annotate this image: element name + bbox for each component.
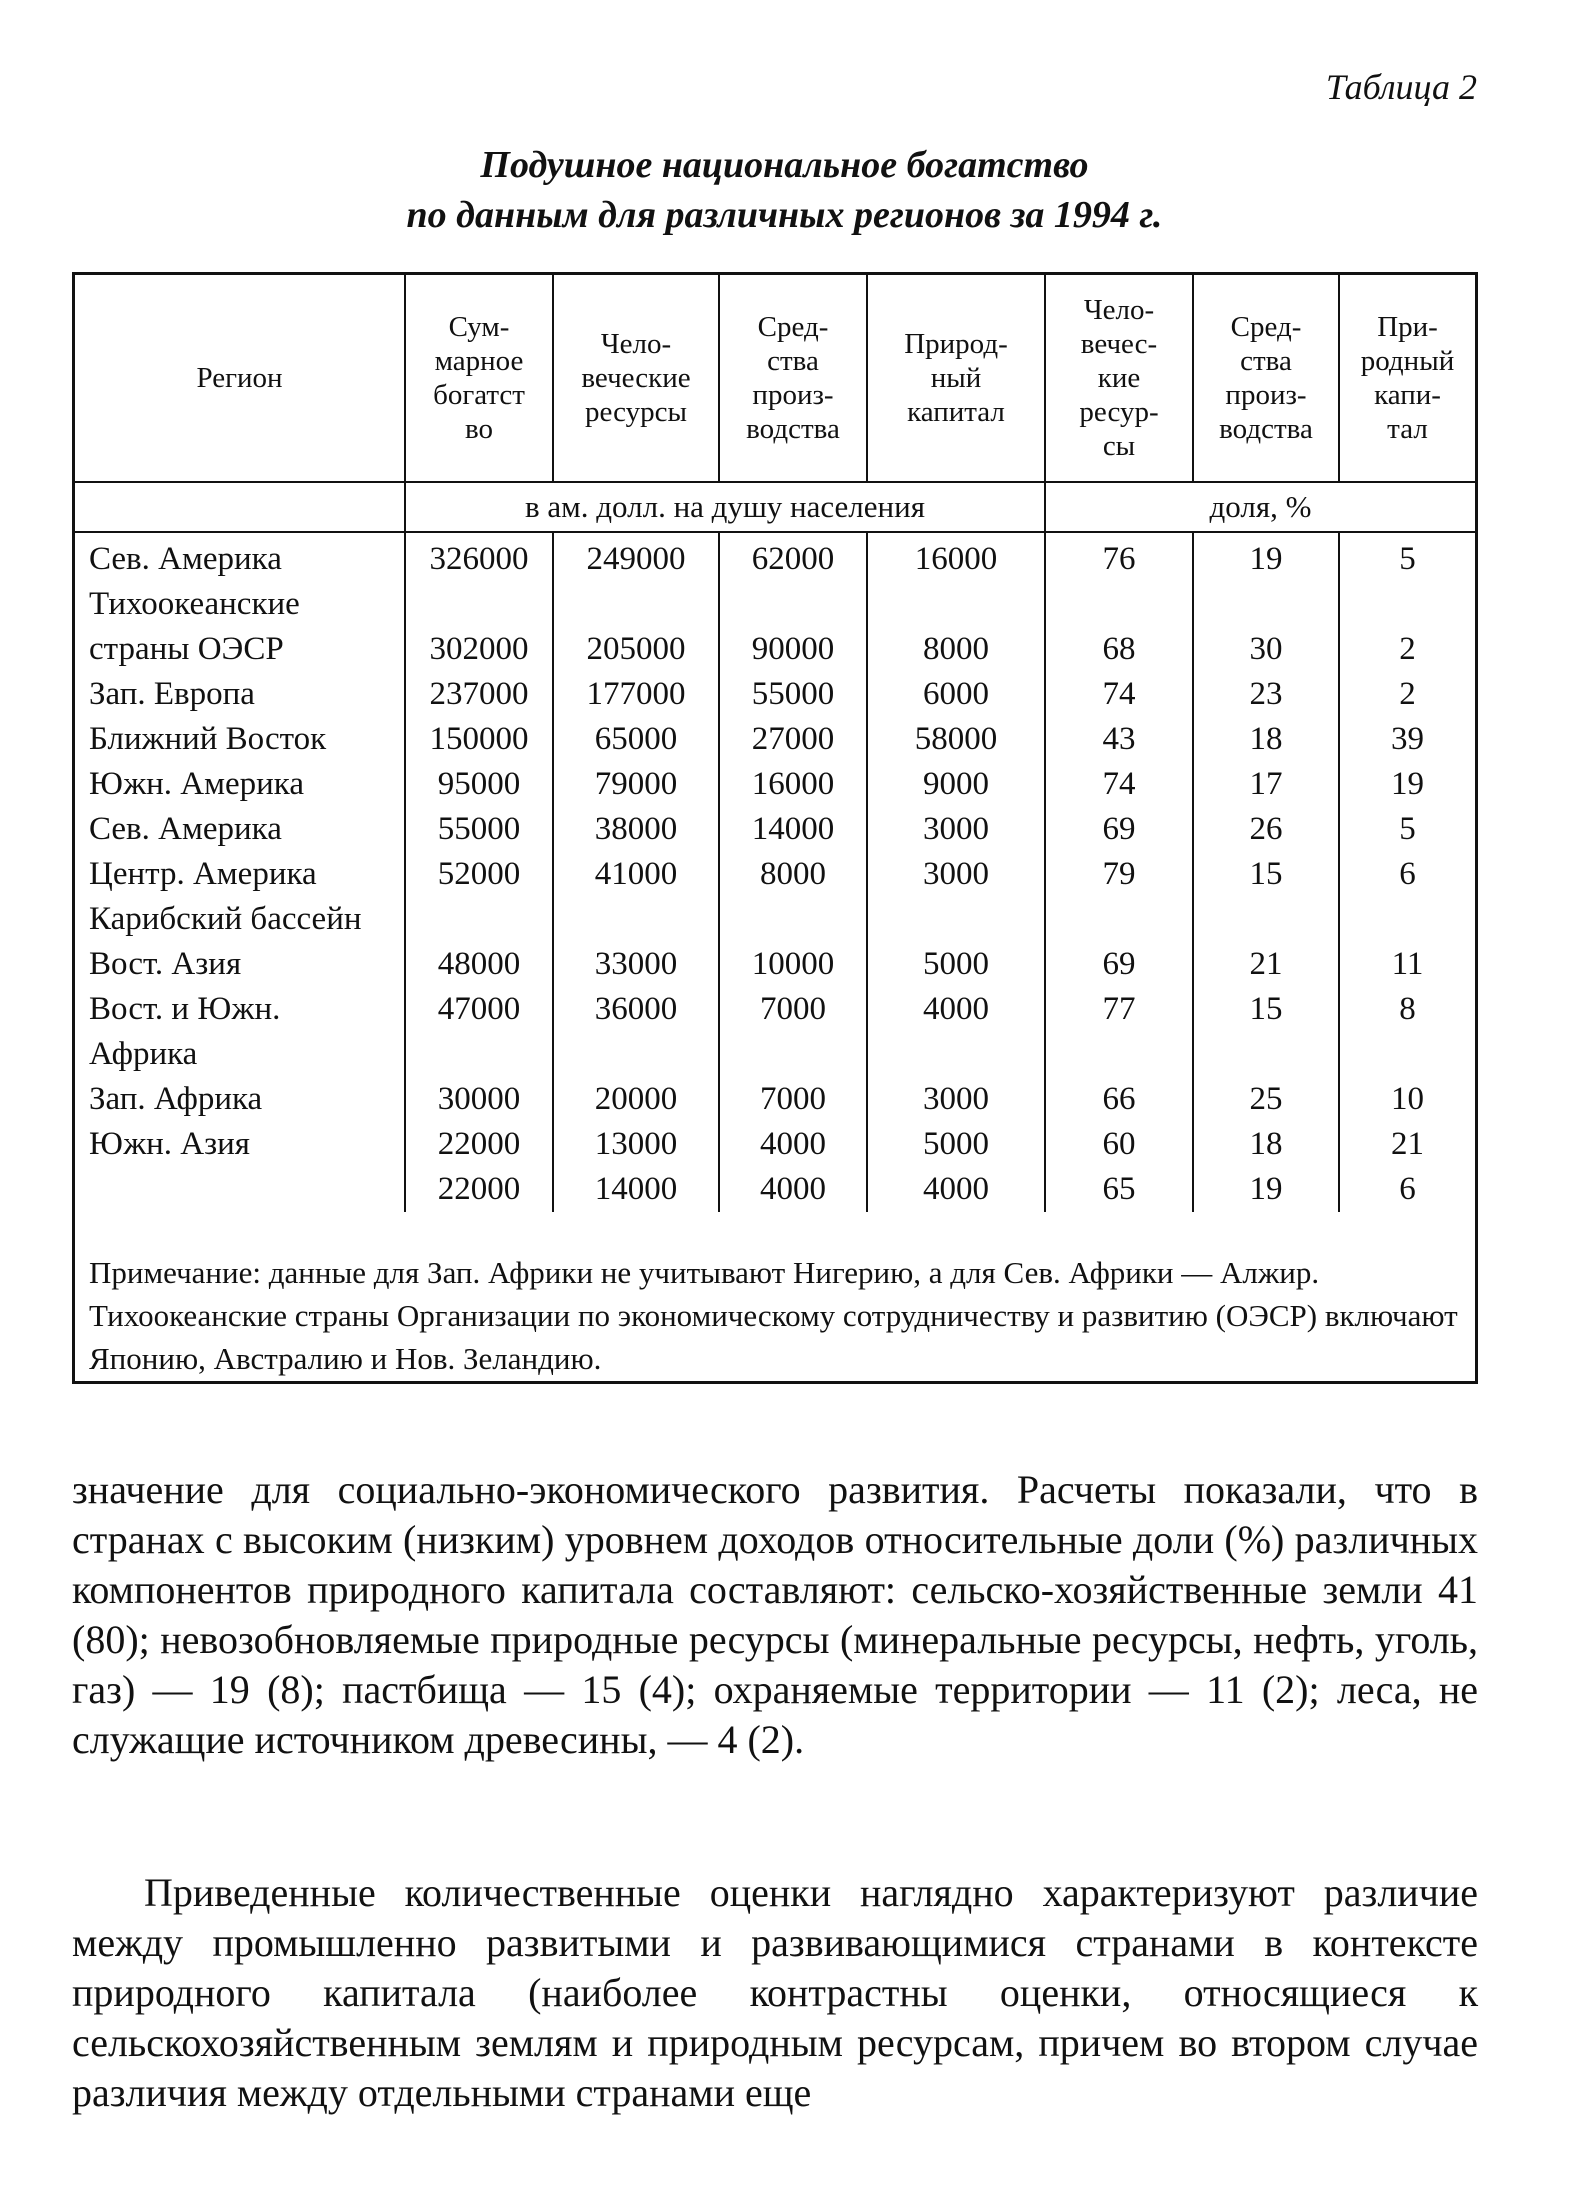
value-cell-produced-share: 30 — [1193, 627, 1339, 672]
value-cell-human: 20000 — [553, 1077, 719, 1122]
value-cell-produced — [719, 1032, 867, 1077]
value-cell-total: 326000 — [405, 532, 553, 582]
table-row — [75, 942, 1475, 987]
value-cell-total: 237000 — [405, 672, 553, 717]
value-cell-produced-share — [1193, 582, 1339, 627]
value-cell-human-share: 76 — [1045, 532, 1193, 582]
table-row — [75, 1077, 1475, 1122]
value-cell-produced-share: 26 — [1193, 807, 1339, 852]
value-cell-produced-share — [1193, 1032, 1339, 1077]
value-cell-human: 38000 — [553, 807, 719, 852]
value-cell-human — [553, 897, 719, 942]
body-paragraph-2: Приведенные количественные оценки наглядно характеризуют различие между промышленно развитыми и развивающимися странами в контексте природного капитала (наиболее контрастны оценки, относящиеся к сельскохозяйственным землям и природным ресурсам, причем во втором случае различия между отдельными странами еще — [72, 1870, 1478, 2115]
value-cell-natural: 3000 — [867, 852, 1045, 897]
value-cell-produced: 27000 — [719, 717, 867, 762]
value-cell-natural: 9000 — [867, 762, 1045, 807]
value-cell-total: 22000 — [405, 1122, 553, 1167]
region-cell: Ближний Восток — [89, 721, 327, 757]
header-region: Регион — [75, 275, 405, 482]
wealth-table-frame — [72, 272, 1478, 1384]
header-row — [75, 275, 1475, 482]
value-cell-produced-share: 17 — [1193, 762, 1339, 807]
table-note: Примечание: данные для Зап. Африки не учитывают Нигерию, а для Сев. Африки — Алжир. Тихоокеанские страны Организации по экономическому сотрудничеству и развитию (ОЭСР) включают Японию, Австралию и Нов. Зеландию. — [89, 1255, 1458, 1376]
value-cell-natural: 3000 — [867, 1077, 1045, 1122]
value-cell-produced: 7000 — [719, 987, 867, 1032]
value-cell-total — [405, 897, 553, 942]
value-cell-human-share — [1045, 1032, 1193, 1077]
value-cell-human-share: 74 — [1045, 672, 1193, 717]
value-cell-human — [553, 1032, 719, 1077]
table-body — [75, 532, 1475, 1212]
value-cell-natural-share — [1339, 1032, 1475, 1077]
value-cell-produced: 4000 — [719, 1122, 867, 1167]
units-empty-cell — [75, 482, 405, 532]
wealth-table — [75, 275, 1475, 1212]
table-row — [75, 987, 1475, 1032]
units-share: доля, % — [1045, 482, 1475, 532]
value-cell-natural: 58000 — [867, 717, 1045, 762]
table-row — [75, 1032, 1475, 1077]
value-cell-natural: 16000 — [867, 532, 1045, 582]
value-cell-natural: 4000 — [867, 987, 1045, 1032]
value-cell-produced-share: 15 — [1193, 987, 1339, 1032]
value-cell-human — [553, 582, 719, 627]
region-cell: Африка — [89, 1036, 198, 1072]
value-cell-natural-share: 10 — [1339, 1077, 1475, 1122]
value-cell-human-share: 60 — [1045, 1122, 1193, 1167]
value-cell-produced: 7000 — [719, 1077, 867, 1122]
value-cell-produced-share: 19 — [1193, 532, 1339, 582]
value-cell-natural-share: 6 — [1339, 852, 1475, 897]
region-cell: Сев. Америка — [89, 541, 282, 577]
value-cell-natural-share: 5 — [1339, 532, 1475, 582]
header-produced-assets-share: Сред- ства произ- водства — [1193, 275, 1339, 482]
value-cell-natural-share: 2 — [1339, 672, 1475, 717]
table-row — [75, 627, 1475, 672]
header-total-wealth: Сум- марное богатст во — [405, 275, 553, 482]
value-cell-human: 14000 — [553, 1167, 719, 1212]
table-row — [75, 897, 1475, 942]
region-cell: Зап. Европа — [89, 676, 255, 712]
value-cell-produced: 14000 — [719, 807, 867, 852]
header-natural-capital: Природ- ный капитал — [867, 275, 1045, 482]
value-cell-natural-share: 19 — [1339, 762, 1475, 807]
value-cell-human-share — [1045, 897, 1193, 942]
header-natural-capital-share: При- родный капи- тал — [1339, 275, 1475, 482]
value-cell-total: 47000 — [405, 987, 553, 1032]
value-cell-human: 177000 — [553, 672, 719, 717]
value-cell-natural-share — [1339, 582, 1475, 627]
value-cell-human-share: 68 — [1045, 627, 1193, 672]
value-cell-human-share: 79 — [1045, 852, 1193, 897]
table-row — [75, 1122, 1475, 1167]
value-cell-total — [405, 1032, 553, 1077]
value-cell-produced — [719, 582, 867, 627]
value-cell-natural-share: 39 — [1339, 717, 1475, 762]
value-cell-produced: 90000 — [719, 627, 867, 672]
value-cell-natural-share: 5 — [1339, 807, 1475, 852]
value-cell-natural-share: 8 — [1339, 987, 1475, 1032]
value-cell-natural: 3000 — [867, 807, 1045, 852]
value-cell-produced: 55000 — [719, 672, 867, 717]
body-paragraph-1: значение для социально-экономического развития. Расчеты показали, что в странах с высоким (низким) уровнем доходов относительные доли (%) различных компонентов природного капитала составляют: сельско-хозяйственные земли 41 (80); невозобновляемые природные ресурсы (минеральные ресурсы, нефть, уголь, газ) — 19 (8); пастбища — 15 (4); охраняемые территории — 11 (2); леса, не служащие источником древесины, — 4 (2). — [72, 1467, 1478, 1762]
units-absolute: в ам. долл. на душу населения — [405, 482, 1045, 532]
table-row — [75, 852, 1475, 897]
value-cell-total: 30000 — [405, 1077, 553, 1122]
units-row — [75, 482, 1475, 532]
value-cell-total: 22000 — [405, 1167, 553, 1212]
value-cell-produced-share: 25 — [1193, 1077, 1339, 1122]
value-cell-produced: 16000 — [719, 762, 867, 807]
value-cell-natural: 5000 — [867, 1122, 1045, 1167]
value-cell-human: 36000 — [553, 987, 719, 1032]
value-cell-natural: 5000 — [867, 942, 1045, 987]
value-cell-natural: 6000 — [867, 672, 1045, 717]
value-cell-produced-share: 21 — [1193, 942, 1339, 987]
region-cell: Вост. Азия — [89, 946, 242, 982]
value-cell-total: 55000 — [405, 807, 553, 852]
region-cell: Вост. и Южн. — [89, 991, 281, 1027]
table-title-line-2: по данным для различных регионов за 1994 г. — [406, 194, 1163, 236]
value-cell-human: 41000 — [553, 852, 719, 897]
header-produced-assets: Сред- ства произ- водства — [719, 275, 867, 482]
value-cell-produced: 10000 — [719, 942, 867, 987]
value-cell-total: 95000 — [405, 762, 553, 807]
table-caption: Таблица 2 — [1325, 67, 1477, 107]
value-cell-produced: 8000 — [719, 852, 867, 897]
value-cell-total: 52000 — [405, 852, 553, 897]
value-cell-produced-share: 18 — [1193, 717, 1339, 762]
value-cell-human-share — [1045, 582, 1193, 627]
value-cell-natural — [867, 897, 1045, 942]
value-cell-human: 13000 — [553, 1122, 719, 1167]
region-cell: Тихоокеанские — [89, 586, 300, 622]
value-cell-human: 65000 — [553, 717, 719, 762]
header-human-resources-share: Чело- вечес- кие ресур- сы — [1045, 275, 1193, 482]
value-cell-produced-share: 19 — [1193, 1167, 1339, 1212]
value-cell-natural-share: 6 — [1339, 1167, 1475, 1212]
value-cell-natural — [867, 582, 1045, 627]
region-cell: Центр. Америка — [89, 856, 317, 892]
value-cell-natural-share: 21 — [1339, 1122, 1475, 1167]
value-cell-human-share: 69 — [1045, 942, 1193, 987]
region-cell: страны ОЭСР — [89, 631, 284, 667]
region-cell: Южн. Америка — [89, 766, 304, 802]
value-cell-produced-share: 15 — [1193, 852, 1339, 897]
table-row — [75, 807, 1475, 852]
value-cell-human: 79000 — [553, 762, 719, 807]
table-row — [75, 1167, 1475, 1212]
value-cell-natural — [867, 1032, 1045, 1077]
value-cell-human: 33000 — [553, 942, 719, 987]
value-cell-human-share: 69 — [1045, 807, 1193, 852]
value-cell-natural: 4000 — [867, 1167, 1045, 1212]
region-cell: Южн. Азия — [89, 1126, 250, 1162]
value-cell-human-share: 74 — [1045, 762, 1193, 807]
value-cell-human-share: 66 — [1045, 1077, 1193, 1122]
value-cell-total — [405, 582, 553, 627]
value-cell-total: 302000 — [405, 627, 553, 672]
value-cell-produced-share — [1193, 897, 1339, 942]
value-cell-natural-share — [1339, 897, 1475, 942]
value-cell-produced: 62000 — [719, 532, 867, 582]
value-cell-produced-share: 18 — [1193, 1122, 1339, 1167]
value-cell-human: 205000 — [553, 627, 719, 672]
table-row — [75, 672, 1475, 717]
header-human-resources: Чело- веческие ресурсы — [553, 275, 719, 482]
table-row — [75, 582, 1475, 627]
value-cell-natural-share: 2 — [1339, 627, 1475, 672]
table-row — [75, 762, 1475, 807]
value-cell-natural-share: 11 — [1339, 942, 1475, 987]
value-cell-produced: 4000 — [719, 1167, 867, 1212]
region-cell — [75, 1167, 405, 1212]
region-cell: Карибский бассейн — [89, 901, 362, 937]
value-cell-human-share: 77 — [1045, 987, 1193, 1032]
value-cell-total: 150000 — [405, 717, 553, 762]
region-cell: Сев. Америка — [89, 811, 282, 847]
value-cell-human: 249000 — [553, 532, 719, 582]
value-cell-total: 48000 — [405, 942, 553, 987]
region-cell: Зап. Африка — [89, 1081, 263, 1117]
value-cell-human-share: 43 — [1045, 717, 1193, 762]
value-cell-produced — [719, 897, 867, 942]
value-cell-natural: 8000 — [867, 627, 1045, 672]
value-cell-human-share: 65 — [1045, 1167, 1193, 1212]
table-row — [75, 717, 1475, 762]
table-title-line-1: Подушное национальное богатство — [480, 144, 1089, 186]
table-row — [75, 532, 1475, 582]
value-cell-produced-share: 23 — [1193, 672, 1339, 717]
